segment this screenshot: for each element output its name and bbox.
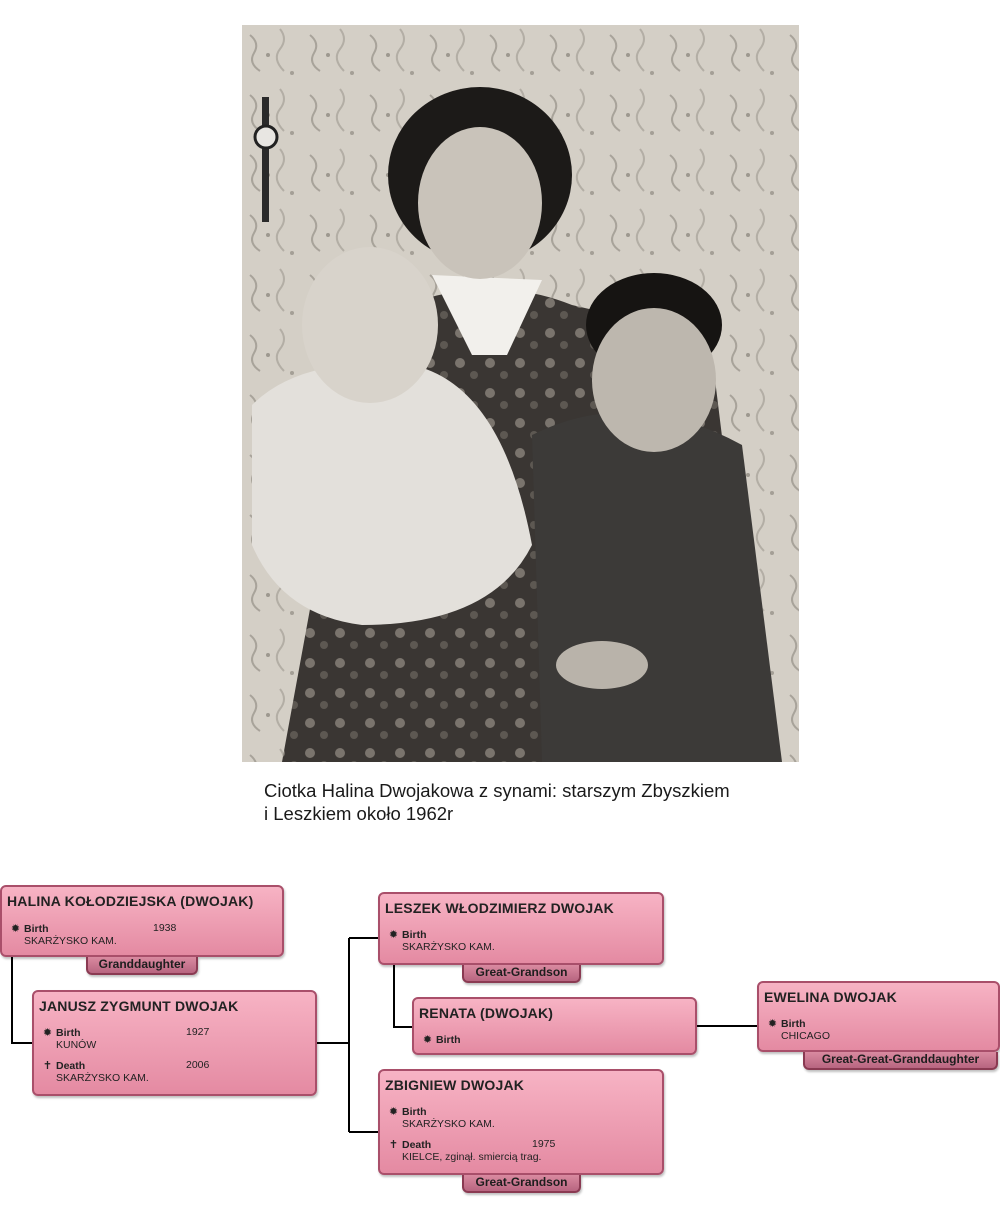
family-photo <box>242 25 799 762</box>
person-name: ZBIGNIEW DWOJAK <box>385 1077 525 1093</box>
person-name: HALINA KOŁODZIEJSKA (DWOJAK) <box>7 893 254 909</box>
death-event <box>42 1059 302 1084</box>
birth-event <box>767 1017 967 1042</box>
person-card-ewelina[interactable] <box>757 981 1000 1052</box>
birth-star-icon: ✹ <box>388 1106 399 1118</box>
birth-label: Birth <box>436 1034 461 1046</box>
birth-star-icon: ✹ <box>767 1018 778 1030</box>
person-name: EWELINA DWOJAK <box>764 989 897 1005</box>
relation-badge: Great-Grandson <box>462 1175 581 1193</box>
birth-label: Birth <box>56 1027 81 1039</box>
birth-place: KUNÓW <box>56 1039 97 1051</box>
photo-caption <box>264 779 864 825</box>
death-label: Death <box>56 1060 86 1072</box>
person-name: JANUSZ ZYGMUNT DWOJAK <box>39 998 239 1014</box>
birth-place: SKARŻYSKO KAM. <box>24 935 117 947</box>
person-card-leszek[interactable] <box>378 892 664 965</box>
person-card-renata[interactable] <box>412 997 697 1055</box>
death-date: 2006 <box>186 1059 210 1071</box>
person-card-zbigniew[interactable] <box>378 1069 664 1175</box>
birth-event <box>42 1026 302 1051</box>
birth-place: CHICAGO <box>781 1030 831 1042</box>
person-name: RENATA (DWOJAK) <box>419 1005 554 1021</box>
relation-badge: Great-Grandson <box>462 965 581 983</box>
person-card-janusz[interactable] <box>32 990 317 1096</box>
birth-star-icon: ✹ <box>388 929 399 941</box>
relation-badge: Great-Great-Granddaughter <box>803 1052 998 1070</box>
birth-event <box>388 928 648 953</box>
birth-event <box>422 1033 622 1046</box>
birth-place: SKARŻYSKO KAM. <box>402 1118 495 1130</box>
birth-label: Birth <box>24 923 49 935</box>
person-card-halina[interactable] <box>0 885 284 957</box>
birth-event <box>10 922 270 947</box>
birth-label: Birth <box>781 1018 806 1030</box>
death-place: KIELCE, zginął. smiercią trag. <box>402 1151 542 1163</box>
death-event <box>388 1138 658 1163</box>
death-label: Death <box>402 1139 432 1151</box>
death-cross-icon: ✝ <box>42 1060 53 1072</box>
caption-line-2: i Leszkiem około 1962r <box>264 803 454 824</box>
person-name: LESZEK WŁODZIMIERZ DWOJAK <box>385 900 614 916</box>
birth-date: 1927 <box>186 1026 210 1038</box>
birth-place: SKARŻYSKO KAM. <box>402 941 495 953</box>
birth-star-icon: ✹ <box>42 1027 53 1039</box>
birth-star-icon: ✹ <box>422 1034 433 1046</box>
birth-event <box>388 1105 648 1130</box>
birth-label: Birth <box>402 929 427 941</box>
birth-star-icon: ✹ <box>10 923 21 935</box>
birth-label: Birth <box>402 1106 427 1118</box>
death-cross-icon: ✝ <box>388 1139 399 1151</box>
relation-badge: Granddaughter <box>86 957 198 975</box>
death-place: SKARŻYSKO KAM. <box>56 1072 149 1084</box>
death-date: 1975 <box>532 1138 556 1150</box>
birth-date: 1938 <box>153 922 177 934</box>
caption-line-1: Ciotka Halina Dwojakowa z synami: starszym Zbyszkiem <box>264 780 730 801</box>
